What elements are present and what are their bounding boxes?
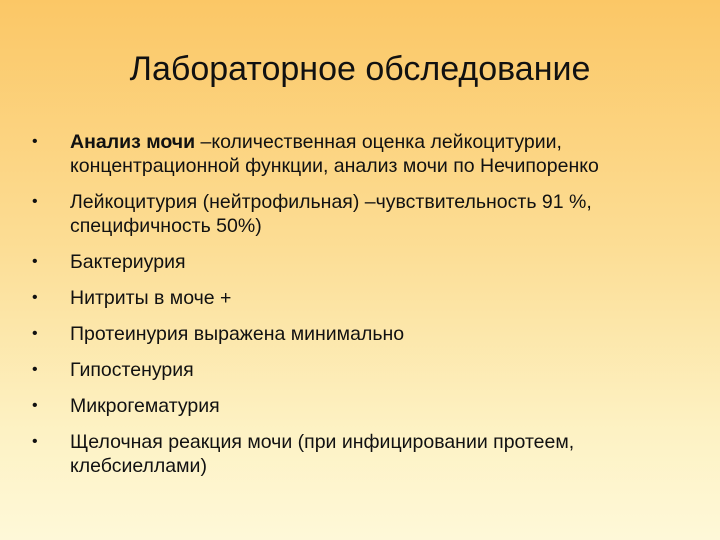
slide-title: Лабораторное обследование <box>129 50 591 88</box>
bullet-item-hyposthenuria <box>30 358 690 382</box>
bullet-text: Гипостенурия <box>70 359 194 381</box>
bullet-item-bacteriuria <box>30 250 690 274</box>
bullet-text: Протеинурия выражена минимально <box>70 323 405 345</box>
bullet-icon: • <box>32 325 38 342</box>
bullet-text: –количественная оценка лейкоцитурии, концентрационной функции, анализ мочи по Нечипоренко <box>70 131 599 177</box>
bullet-icon: • <box>32 397 38 414</box>
bullet-text: Микрогематурия <box>70 395 220 417</box>
bullet-item-leukocyturia <box>30 190 690 238</box>
bullet-icon: • <box>32 133 38 150</box>
bullet-icon: • <box>32 433 38 450</box>
bullet-text: Нитриты в моче + <box>70 287 232 309</box>
bullet-bold-text: Анализ мочи <box>70 131 196 153</box>
bullet-item-alkaline-reaction <box>30 430 690 478</box>
bullet-item-nitrites <box>30 286 690 310</box>
bullet-item-urinalysis <box>30 130 690 178</box>
bullet-text: Щелочная реакция мочи (при инфицировании протеем, клебсиеллами) <box>70 431 575 477</box>
bullet-item-microhematuria <box>30 394 690 418</box>
bullet-icon: • <box>32 361 38 378</box>
bullet-text: Лейкоцитурия (нейтрофильная) –чувствительность 91 %, специфичность 50%) <box>70 191 592 237</box>
bullet-icon: • <box>32 193 38 210</box>
bullet-item-proteinuria <box>30 322 690 346</box>
bullet-icon: • <box>32 253 38 270</box>
bullet-text: Бактериурия <box>70 251 186 273</box>
bullet-icon: • <box>32 289 38 306</box>
bullet-list <box>30 130 690 490</box>
